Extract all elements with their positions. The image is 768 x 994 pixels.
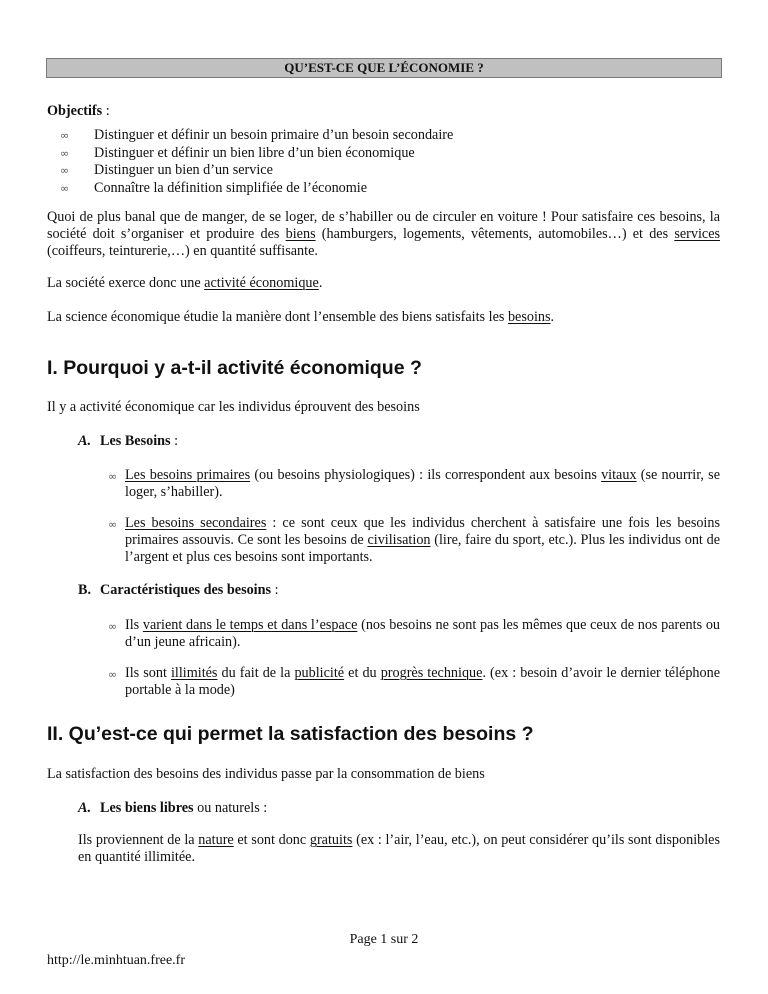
underlined-term: illimités [170,665,218,681]
objectives-label-text: Objectifs [47,103,103,119]
subsection-letter: B. [78,582,92,598]
subsection-1b-heading [78,582,279,599]
underlined-term: Les besoins secondaires [125,515,267,531]
underlined-term: progrès technique [380,665,483,681]
text: La société exerce donc une [47,275,205,291]
objective-text: Connaître la définition simplifiée de l’économie [94,179,368,196]
subsection-2a-heading [78,800,267,817]
subsection-suffix: : [271,582,279,598]
subsection-letter: A. [78,433,92,449]
infinity-bullet-icon: ∞ [108,518,118,531]
infinity-bullet-icon: ∞ [108,470,118,483]
text: (ou besoins physiologiques) : ils correspondent aux besoins [250,467,602,483]
infinity-bullet-icon: ∞ [108,668,118,681]
text: (lire, faire du sport, etc.). Plus les individus ont de l’argent et plus ces besoins sont importants. [125,532,720,565]
text: (ex : l’air, l’eau, etc.), on peut considérer qu’ils sont disponibles en quantité illimitée. [78,832,720,865]
underlined-term: biens [285,226,316,242]
objective-item [60,180,453,198]
text: Quoi de plus banal que de manger, de se loger, de s’habiller ou de circuler en voiture ! Pour satisfaire ces besoins, la société doit s’organiser et produire des [47,209,720,242]
intro-paragraph-3 [47,309,720,326]
text: . [318,275,323,291]
underlined-term: nature [198,832,234,848]
underlined-term: services [674,226,721,242]
infinity-bullet-icon: ∞ [60,164,70,177]
free-goods-paragraph [78,832,720,866]
underlined-term: Les besoins primaires [125,467,251,483]
intro-paragraph [47,209,720,260]
subsection-title: Les biens libres [100,800,194,816]
need-item-secondary [108,515,720,566]
underlined-term: gratuits [309,832,353,848]
text: (se nourrir, se loger, s’habiller). [125,467,720,500]
objective-text: Distinguer et définir un bien libre d’un bien économique [94,144,415,161]
text: . (ex : besoin d’avoir le dernier téléphone portable à la mode) [125,665,720,698]
need-characteristic-2 [108,665,720,699]
objective-text: Distinguer un bien d’un service [94,162,273,178]
underlined-term: besoins [507,309,551,325]
subsection-letter: A. [78,800,92,816]
need-characteristic-1 [108,617,721,651]
subsection-suffix: : [170,433,179,449]
intro-paragraph-2 [47,275,720,292]
text: (coiffeurs, teinturerie,…) en quantité suffisante. [47,243,318,259]
section-2-heading: II. Qu’est-ce qui permet la satisfaction des besoins ? [47,723,534,745]
text: et sont donc [233,832,310,848]
objective-item [60,145,453,163]
underlined-term: publicité [294,665,345,681]
section-2-intro: La satisfaction des besoins des individus passe par la consommation de biens [47,766,485,782]
text: . [550,309,555,325]
subsection-1a-heading [78,433,178,450]
underlined-term: activité économique [204,275,319,291]
section-1-heading: I. Pourquoi y a-t-il activité économique ? [47,357,422,379]
section-1-intro: Il y a activité économique car les individus éprouvent des besoins [47,399,420,415]
objective-text: Distinguer et définir un besoin primaire d’un besoin secondaire [94,127,454,143]
text: Ils sont [125,665,171,681]
text: : ce sont ceux que les individus cherchent à satisfaire une fois les besoins primaires assouvis. Ce sont les besoins de [125,515,720,548]
underlined-term: varient dans le temps et dans l’espace [142,617,358,633]
text: (nos besoins ne sont pas les mêmes que ceux de nos parents ou d’un jeune africain). [125,617,721,650]
objectives-list [60,127,453,197]
objective-item [60,162,453,180]
text: La science économique étudie la manière dont l’ensemble des biens satisfaits les [47,309,508,325]
need-item-primary [108,467,720,501]
text: Ils proviennent de la [78,832,199,848]
document-title: QU’EST-CE QUE L’ÉCONOMIE ? [46,58,722,78]
underlined-term: vitaux [601,467,637,483]
underlined-term: civilisation [367,532,431,548]
text: (hamburgers, logements, vêtements, automobiles…) et des [315,226,675,242]
footer-url: http://le.minhtuan.free.fr [47,953,186,968]
infinity-bullet-icon: ∞ [108,620,118,633]
subsection-title: Caractéristiques des besoins [100,582,272,598]
text: Ils [125,617,143,633]
page-number: Page 1 sur 2 [349,932,419,947]
text: et du [344,665,381,681]
objectives-label [47,103,110,120]
subsection-suffix: ou naturels : [193,800,268,816]
infinity-bullet-icon: ∞ [60,181,70,195]
text: du fait de la [217,665,295,681]
subsection-title: Les Besoins [100,433,171,449]
objective-item [60,127,453,145]
objectives-label-suffix: : [102,103,110,119]
infinity-bullet-icon: ∞ [60,129,70,142]
infinity-bullet-icon: ∞ [60,146,70,160]
